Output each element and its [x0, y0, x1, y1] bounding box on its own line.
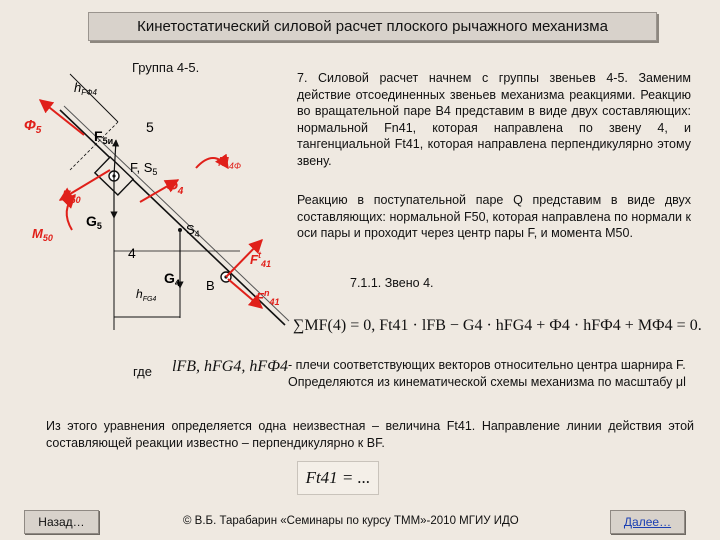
label-phi5: $Ф_5$: [24, 117, 42, 136]
label-fn41: $F^n_{41}$: [256, 288, 280, 307]
next-link[interactable]: [610, 510, 685, 534]
paragraph-conclusion: Из этого уравнения определяется одна неизвестная – величина Ft41. Направление линии действия этой составляющей реакции известно – перпендикулярно к BF.: [46, 419, 694, 450]
label-h-fg4: $h_{FG4}$: [136, 287, 157, 303]
subsection-heading: 7.1.1. Звено 4.: [350, 276, 434, 290]
label-b: B: [206, 278, 215, 293]
back-button[interactable]: [24, 510, 99, 534]
label-link4: 4: [128, 245, 136, 261]
slide-title: [88, 12, 657, 41]
label-f-s5: F, $S_5$: [130, 160, 158, 177]
slide-title-text: Кинетостатический силовой расчет плоского рычажного механизма: [137, 18, 608, 35]
point-s4: [178, 228, 182, 232]
label-phi4: $Ф_4$: [166, 178, 184, 197]
force-phi5-arrow: [40, 100, 84, 135]
lever-explanation: - плечи соответствующих векторов относительно центра шарнира F. Определяются из кинематической схемы механизма по масштабу μl: [288, 358, 686, 389]
label-m50: $M_{50}$: [32, 226, 53, 243]
moment-equation: ∑MF(4) = 0, Ft41 · lFB − G4 · hFG4 + Ф4 · hFФ4 + MФ4 = 0.: [293, 317, 702, 334]
label-f5i: $F_{5и}$: [94, 128, 114, 146]
label-h-fphi4: $h_{FФ4}$: [74, 80, 97, 97]
group-label: Группа 4-5.: [132, 60, 200, 75]
label-g5: $G_5$: [86, 213, 102, 231]
label-ft41: $F^t_{41}$: [250, 250, 271, 269]
paragraph-intro: 7. Силовой расчет начнем с группы звеньев 4-5. Заменим действие отсоединенных звеньев механизма реакциями. Реакцию во вращательной паре B4 представим в виде двух составляющих: нормальной Fn41, которая направлена по звену 4, и тангенциальной Ft41, которая направлена перпендикулярно этому звену.: [297, 71, 691, 168]
copyright-text: © В.Б. Тарабарин «Семинары по курсу ТММ»-2010 МГИУ ИДО: [183, 515, 519, 527]
label-s4: $S_4$: [186, 222, 200, 239]
back-button-label: Назад…: [38, 515, 85, 529]
result-equation: Ft41 = ...: [297, 461, 379, 495]
label-link5: 5: [146, 119, 154, 135]
where-label: где: [133, 364, 152, 379]
lever-symbols: lFB, hFG4, hFФ4: [172, 358, 288, 375]
mechanism-diagram: [0, 70, 290, 360]
paragraph-slider-reaction: Реакцию в поступательной паре Q представим в виде двух составляющих: нормальной F50, которая направлена по нормали к оси пары и проходит через центр пары F, и момента M50.: [297, 193, 691, 240]
label-g4: $G_4$: [164, 270, 180, 288]
label-m4phi: $M_{4Ф}$: [218, 154, 242, 171]
label-f50: $F_{50}$: [62, 187, 81, 205]
next-link-label: Далее…: [623, 515, 672, 529]
